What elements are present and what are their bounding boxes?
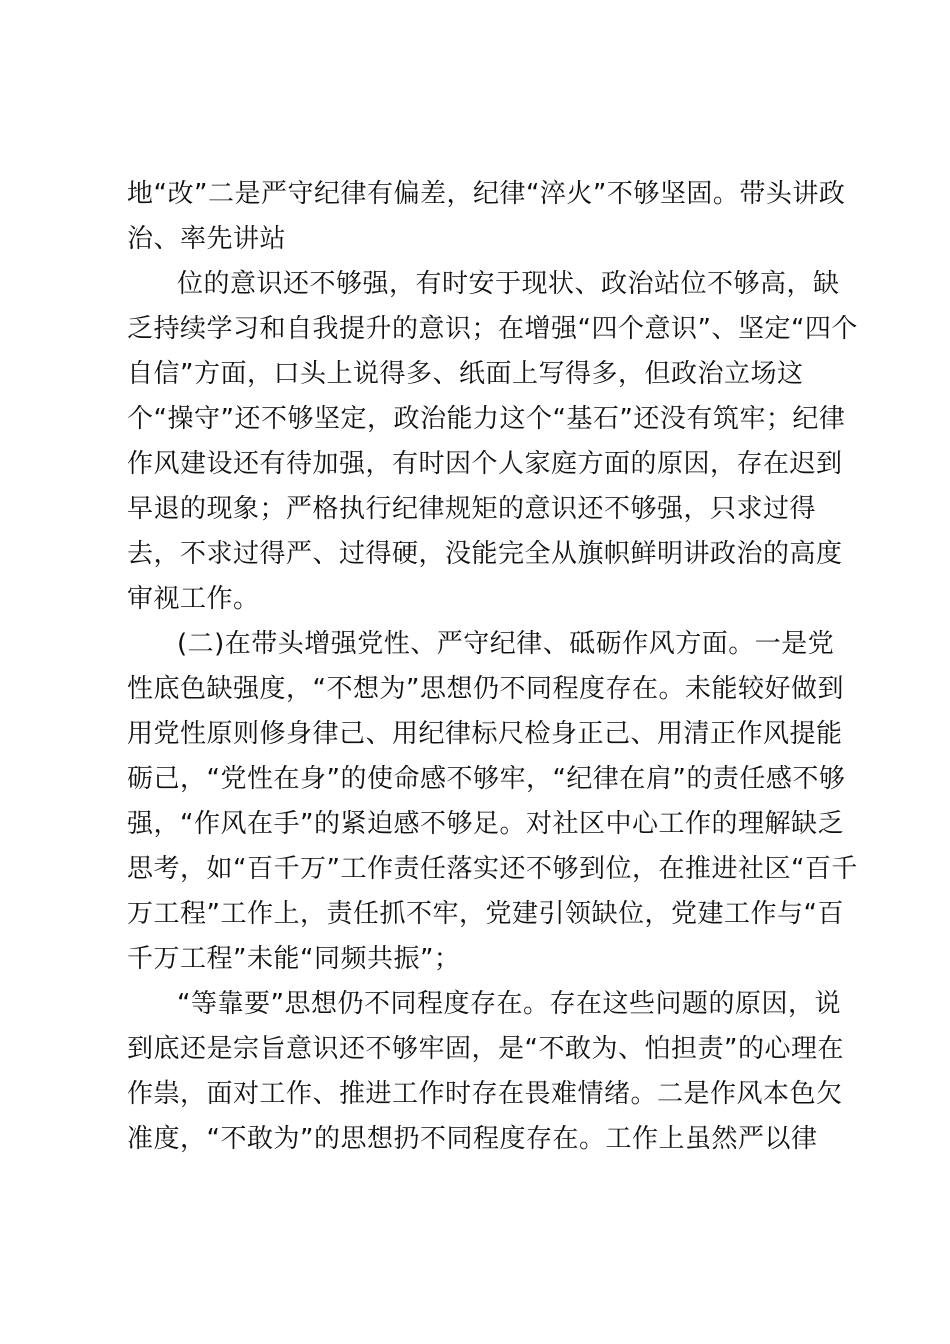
- text-line: 千万工程”未能“同频共振”；: [127, 944, 461, 974]
- text-line: 思考，如“百千万”工作责任落实还不够到位，在推进社区“百千: [127, 854, 858, 884]
- text-line: 位的意识还不够强，有时安于现状、政治站位不够高，缺: [177, 269, 840, 299]
- text-line: (二)在带头增强党性、严守纪律、砥砺作风方面。一是党: [177, 629, 835, 659]
- text-line: 准度，“不敢为”的思想扔不同程度存在。工作上虽然严以律: [127, 1124, 818, 1154]
- text-line: 治、率先讲站: [127, 224, 287, 254]
- text-line: 早退的现象；严格执行纪律规矩的意识还不够强，只求过得: [127, 494, 817, 524]
- text-line: 万工程”工作上，责任抓不牢，党建引领缺位，党建工作与“百: [127, 899, 844, 929]
- text-line: 作风建设还有待加强，有时因个人家庭方面的原因，存在迟到: [127, 449, 843, 479]
- text-line: 乏持续学习和自我提升的意识；在增强“四个意识”、坚定“四个: [127, 314, 858, 344]
- text-line: “等靠要”思想仍不同程度存在。存在这些问题的原因，说: [177, 989, 841, 1019]
- text-line: 个“操守”还不够坚定，政治能力这个“基石”还没有筑牢；纪律: [127, 404, 846, 434]
- text-line: 到底还是宗旨意识还不够牢固，是“不敢为、怕担责”的心理在: [127, 1034, 844, 1064]
- text-line: 审视工作。: [127, 584, 260, 614]
- text-line: 砺己，“党性在身”的使命感不够牢，“纪律在肩”的责任感不够: [127, 764, 846, 794]
- text-line: 性底色缺强度，“不想为”思想仍不同程度存在。未能较好做到: [127, 674, 844, 704]
- text-line: 强，“作风在手”的紧迫感不够足。对社区中心工作的理解缺乏: [127, 809, 844, 839]
- text-line: 地“改”二是严守纪律有偏差，纪律“淬火”不够坚固。带头讲政: [127, 179, 846, 209]
- text-line: 作祟，面对工作、推进工作时存在畏难情绪。二是作风本色欠: [127, 1079, 843, 1109]
- text-line: 用党性原则修身律己、用纪律标尺检身正己、用清正作风提能: [127, 719, 843, 749]
- text-line: 自信”方面，口头上说得多、纸面上写得多，但政治立场这: [127, 359, 804, 389]
- text-line: 去，不求过得严、过得硬，没能完全从旗帜鲜明讲政治的高度: [127, 539, 843, 569]
